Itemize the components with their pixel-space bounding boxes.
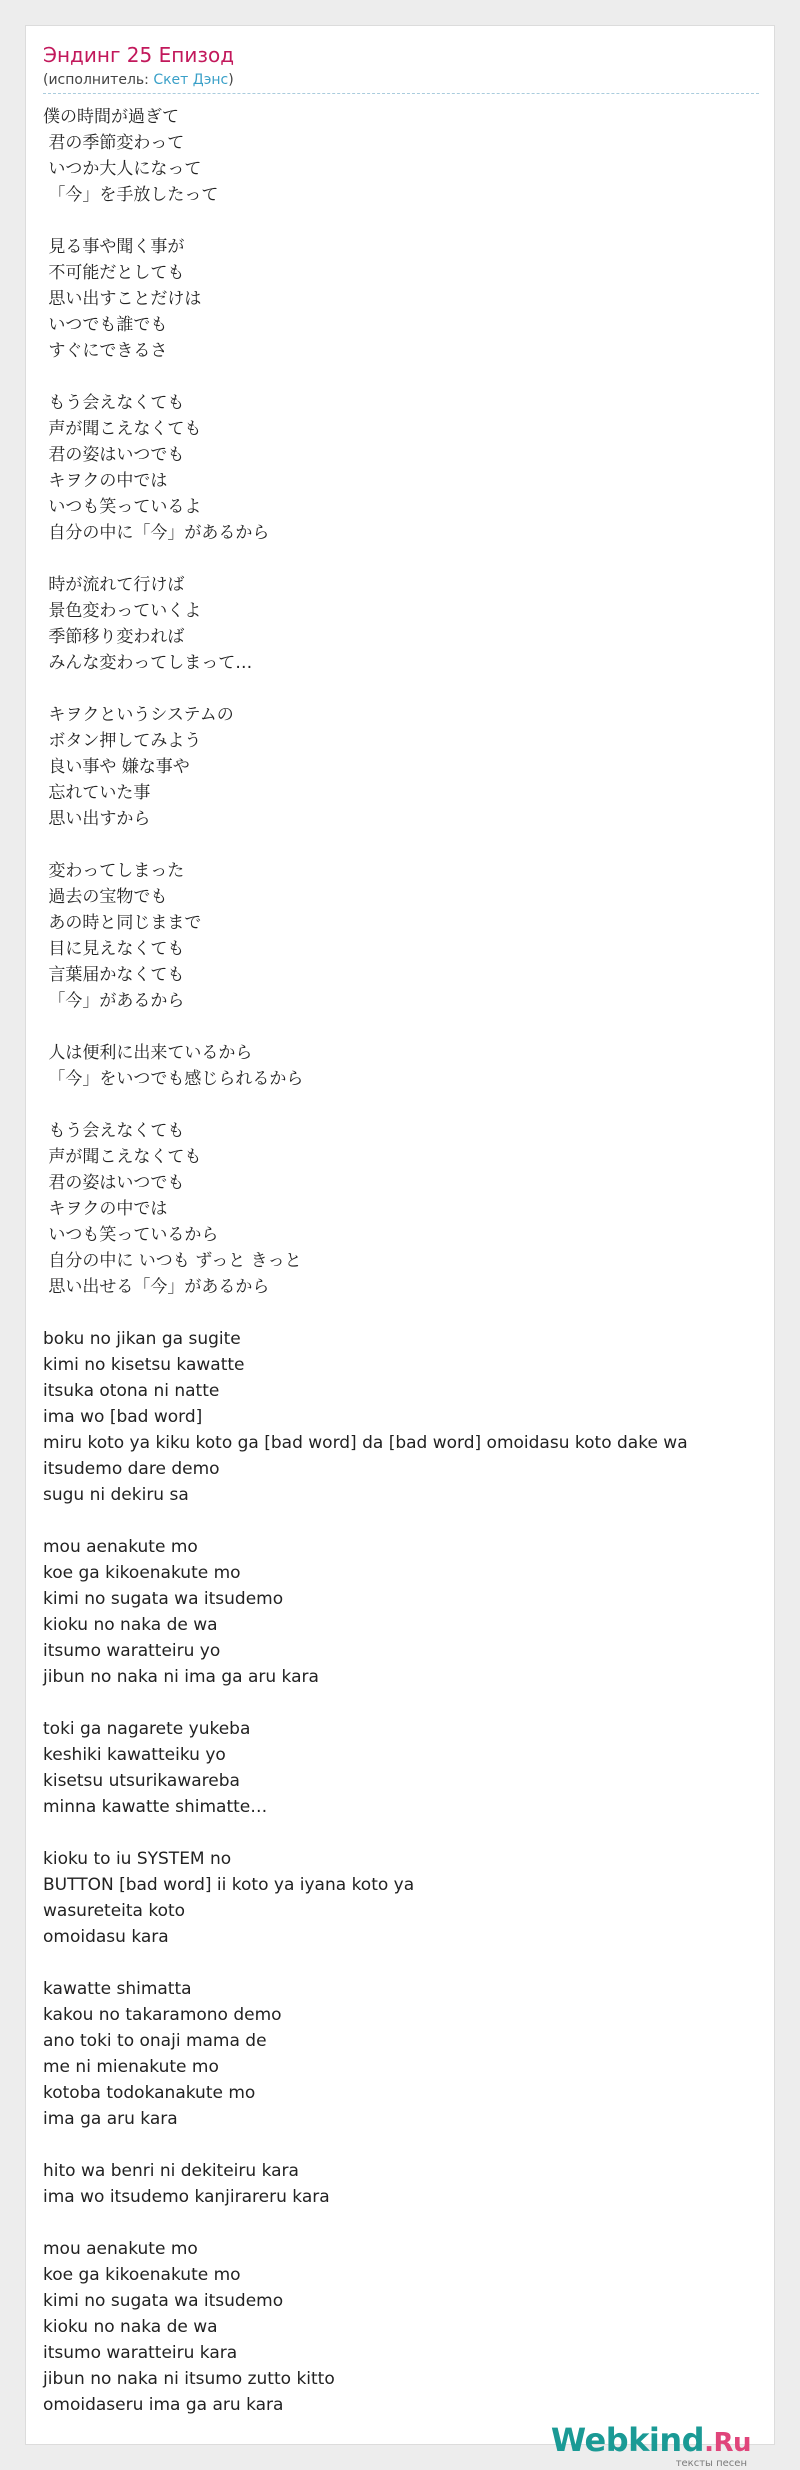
- lyric-line: 自分の中に「今」があるから: [43, 523, 270, 543]
- lyric-line: itsudemo dare demo: [43, 1459, 220, 1479]
- lyric-line: 目に見えなくても: [43, 939, 185, 959]
- logo-wordmark: [551, 2423, 751, 2460]
- lyric-line: 過去の宝物でも: [43, 887, 168, 907]
- lyric-line: kimi no sugata wa itsudemo: [43, 1589, 284, 1609]
- lyric-line: 時が流れて行けば: [43, 575, 185, 595]
- lyric-line: 季節移り変われば: [43, 627, 185, 647]
- lyric-line: ima ga aru kara: [43, 2109, 178, 2129]
- lyric-line: boku no jikan ga sugite: [43, 1329, 241, 1349]
- lyric-line: 忘れていた事: [43, 783, 151, 803]
- header-divider: [43, 93, 759, 94]
- lyric-line: ima wo [bad word]: [43, 1407, 203, 1427]
- lyric-line: 景色変わっていくよ: [43, 601, 202, 621]
- lyric-line: ima wo itsudemo kanjirareru kara: [43, 2187, 330, 2207]
- lyric-line: hito wa benri ni dekiteiru kara: [43, 2161, 299, 2181]
- lyric-line: 思い出せる「今」があるから: [43, 1277, 270, 1297]
- lyric-line: 良い事や 嫌な事や: [43, 757, 190, 777]
- lyric-line: 声が聞こえなくても: [43, 419, 202, 439]
- lyric-line: toki ga nagarete yukeba: [43, 1719, 251, 1739]
- lyric-line: omoidaseru ima ga aru kara: [43, 2395, 284, 2415]
- artist-link[interactable]: Скет Дэнс: [153, 72, 229, 88]
- lyric-line: 思い出すことだけは: [43, 289, 202, 309]
- lyrics-text: [43, 104, 759, 2418]
- lyric-line: みんな変わってしまって…: [43, 653, 253, 673]
- lyric-line: kioku to iu SYSTEM no: [43, 1849, 232, 1869]
- lyric-line: itsuka otona ni natte: [43, 1381, 220, 1401]
- lyric-line: mou aenakute mo: [43, 2239, 198, 2259]
- lyric-line: 「今」をいつでも感じられるから: [43, 1069, 304, 1089]
- lyric-line: kioku no naka de wa: [43, 2317, 218, 2337]
- lyric-line: me ni mienakute mo: [43, 2057, 219, 2077]
- lyric-line: 君の季節変わって: [43, 133, 185, 153]
- logo-tagline: тексты песен: [675, 2458, 747, 2469]
- lyric-line: いつか大人になって: [43, 159, 202, 179]
- lyric-line: あの時と同じままで: [43, 913, 202, 933]
- lyric-line: もう会えなくても: [43, 393, 185, 413]
- lyrics-card: [25, 25, 775, 2469]
- lyric-line: sugu ni dekiru sa: [43, 1485, 189, 1505]
- lyric-line: キヲクの中では: [43, 471, 168, 491]
- lyric-line: kotoba todokanakute mo: [43, 2083, 256, 2103]
- lyric-line: BUTTON [bad word] ii koto ya iyana koto ya: [43, 1875, 415, 1895]
- lyric-line: キヲクの中では: [43, 1199, 168, 1219]
- lyric-line: miru koto ya kiku koto ga [bad word] da [bad word] omoidasu koto dake wa: [43, 1433, 688, 1453]
- lyric-line: 「今」を手放したって: [43, 185, 219, 205]
- lyric-line: koe ga kikoenakute mo: [43, 2265, 241, 2285]
- lyric-line: kisetsu utsurikawareba: [43, 1771, 240, 1791]
- lyric-line: もう会えなくても: [43, 1121, 185, 1141]
- lyric-line: jibun no naka ni ima ga aru kara: [43, 1667, 319, 1687]
- lyric-line: 見る事や聞く事が: [43, 237, 185, 257]
- artist-suffix: ): [228, 72, 234, 88]
- lyric-line: omoidasu kara: [43, 1927, 169, 1947]
- lyric-line: koe ga kikoenakute mo: [43, 1563, 241, 1583]
- lyric-line: 思い出すから: [43, 809, 151, 829]
- lyric-line: 不可能だとしても: [43, 263, 185, 283]
- lyric-line: itsumo waratteiru kara: [43, 2343, 238, 2363]
- lyric-line: キヲクというシステムの: [43, 705, 234, 725]
- lyric-line: jibun no naka ni itsumo zutto kitto: [43, 2369, 335, 2389]
- lyric-line: 言葉届かなくても: [43, 965, 185, 985]
- logo-brand: Webkind: [550, 2421, 705, 2459]
- page-title: Эндинг 25 Епизод: [43, 43, 235, 67]
- artist-prefix: (исполнитель:: [43, 72, 154, 88]
- lyric-line: 人は便利に出来ているから: [43, 1043, 253, 1063]
- lyric-line: 声が聞こえなくても: [43, 1147, 202, 1167]
- lyric-line: itsumo waratteiru yo: [43, 1641, 221, 1661]
- lyric-line: mou aenakute mo: [43, 1537, 198, 1557]
- lyric-line: 自分の中に いつも ずっと きっと: [43, 1251, 302, 1271]
- artist-line: [43, 72, 234, 88]
- lyric-line: 「今」があるから: [43, 991, 185, 1011]
- lyric-line: いつも笑っているから: [43, 1225, 219, 1245]
- lyric-line: すぐにできるさ: [43, 341, 168, 361]
- lyric-line: kimi no sugata wa itsudemo: [43, 2291, 284, 2311]
- lyric-line: いつも笑っているよ: [43, 497, 202, 517]
- lyric-line: wasureteita koto: [43, 1901, 186, 1921]
- lyric-line: kioku no naka de wa: [43, 1615, 218, 1635]
- lyric-line: 君の姿はいつでも: [43, 445, 185, 465]
- lyric-line: keshiki kawatteiku yo: [43, 1745, 226, 1765]
- logo-tld: .Ru: [704, 2428, 751, 2458]
- lyric-line: 君の姿はいつでも: [43, 1173, 185, 1193]
- lyric-line: ano toki to onaji mama de: [43, 2031, 267, 2051]
- site-logo[interactable]: [551, 2423, 751, 2469]
- lyric-line: いつでも誰でも: [43, 315, 168, 335]
- lyric-line: kawatte shimatta: [43, 1979, 192, 1999]
- lyric-line: kakou no takaramono demo: [43, 2005, 282, 2025]
- lyric-line: minna kawatte shimatte…: [43, 1797, 268, 1817]
- lyric-line: 僕の時間が過ぎて: [43, 107, 179, 127]
- lyric-line: ボタン押してみよう: [43, 731, 202, 751]
- lyric-line: kimi no kisetsu kawatte: [43, 1355, 245, 1375]
- lyric-line: 変わってしまった: [43, 861, 185, 881]
